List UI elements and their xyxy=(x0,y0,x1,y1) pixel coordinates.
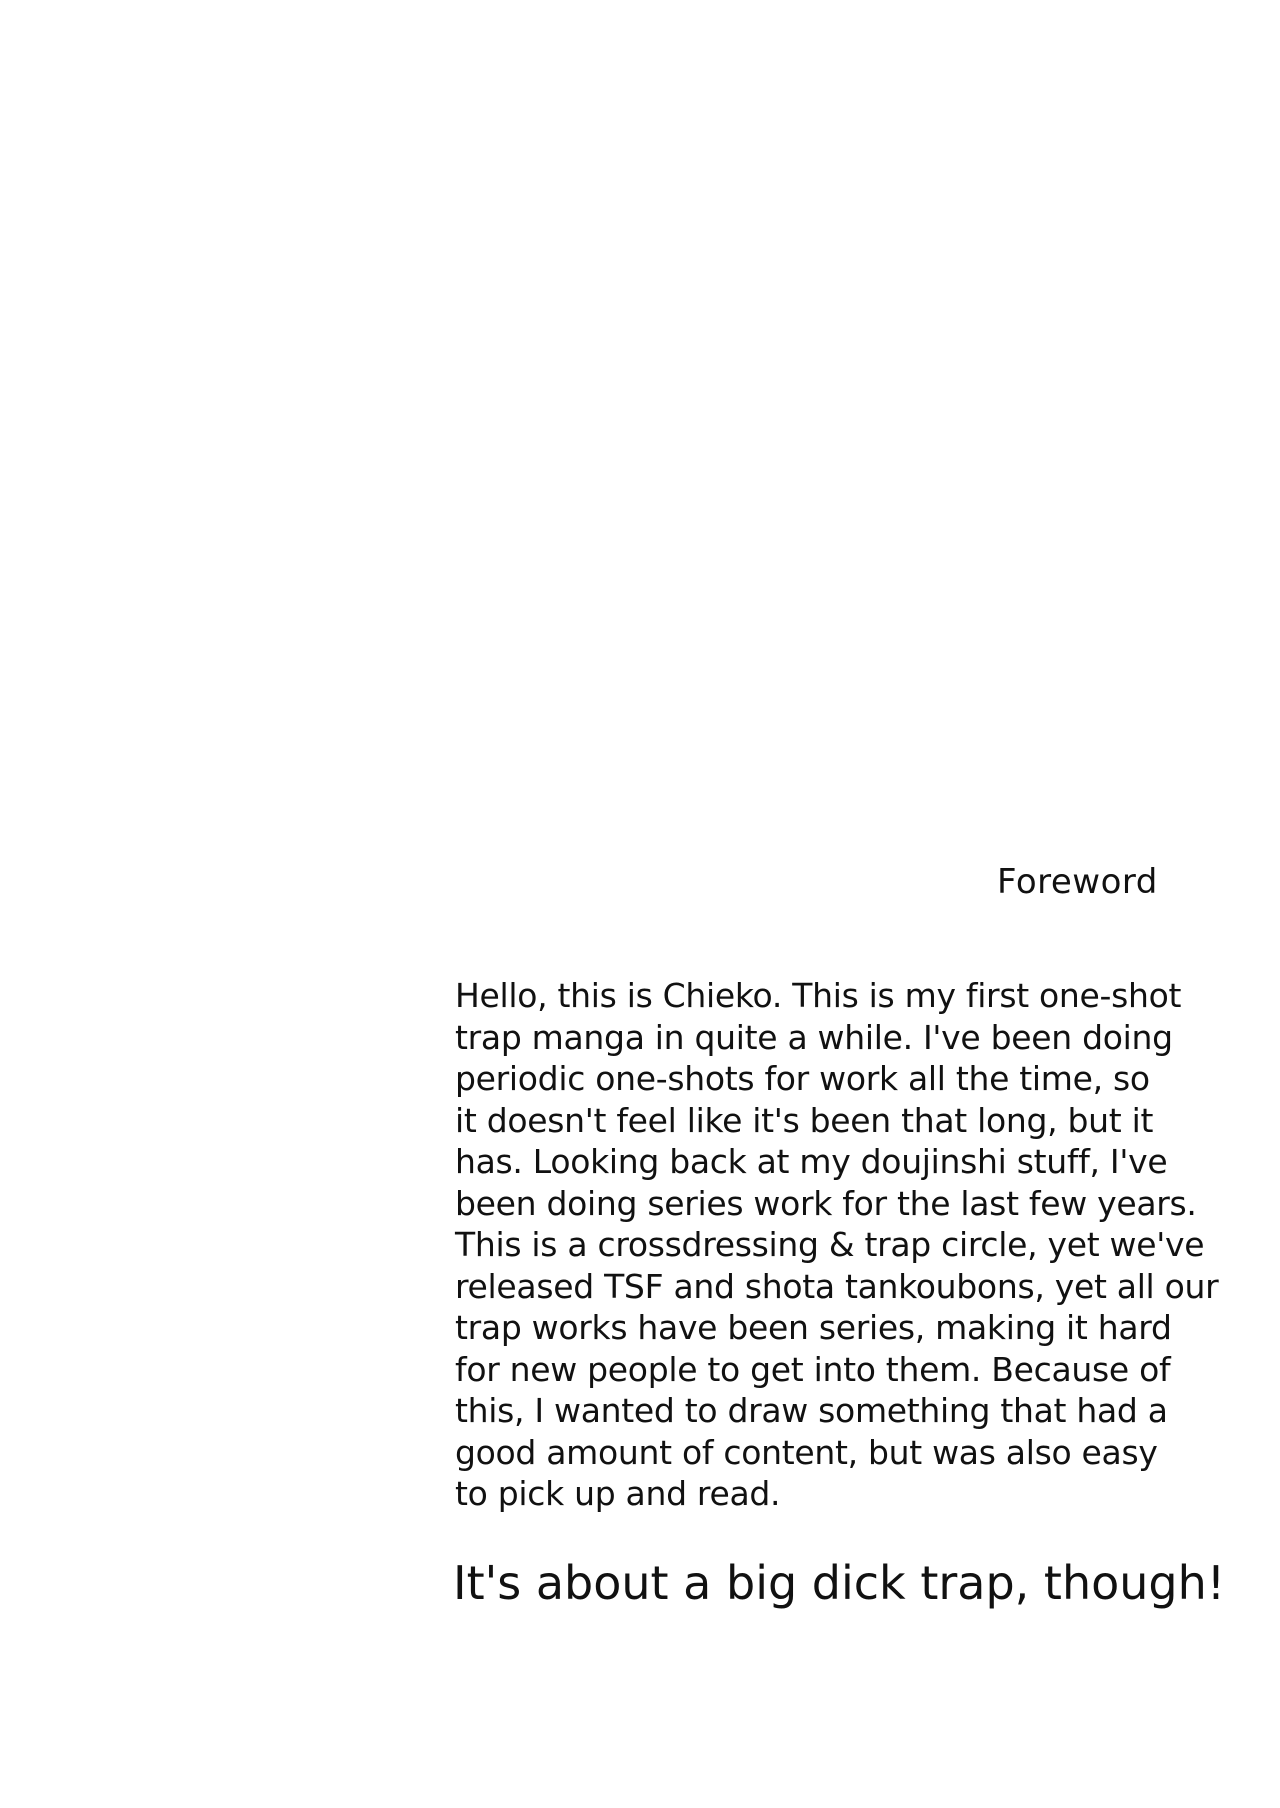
paragraph-line: released TSF and shota tankoubons, yet all our xyxy=(455,1266,1219,1306)
paragraph-line: trap manga in quite a while. I've been doing xyxy=(455,1017,1173,1057)
page-title: Foreword xyxy=(997,862,1158,902)
paragraph-line: this, I wanted to draw something that had a xyxy=(455,1391,1168,1430)
paragraph-line: This is a crossdressing & trap circle, yet we've xyxy=(455,1225,1205,1264)
paragraph-line: for new people to get into them. Because of xyxy=(455,1349,1171,1389)
paragraph-line: trap works have been series, making it hard xyxy=(455,1308,1172,1347)
paragraph-line: has. Looking back at my doujinshi stuff, I've xyxy=(455,1142,1168,1181)
paragraph-line: to pick up and read. xyxy=(455,1474,781,1513)
paragraph-line: been doing series work for the last few years. xyxy=(455,1183,1197,1223)
foreword-paragraph xyxy=(455,975,1275,1515)
paragraph-line: periodic one-shots for work all the time, so xyxy=(455,1059,1150,1098)
closing-statement: It's about a big dick trap, though! xyxy=(453,1556,1226,1610)
paragraph-line: Hello, this is Chieko. This is my first one-shot xyxy=(455,976,1182,1015)
paragraph-line: good amount of content, but was also easy xyxy=(455,1432,1158,1472)
paragraph-line: it doesn't feel like it's been that long, but it xyxy=(455,1100,1154,1140)
